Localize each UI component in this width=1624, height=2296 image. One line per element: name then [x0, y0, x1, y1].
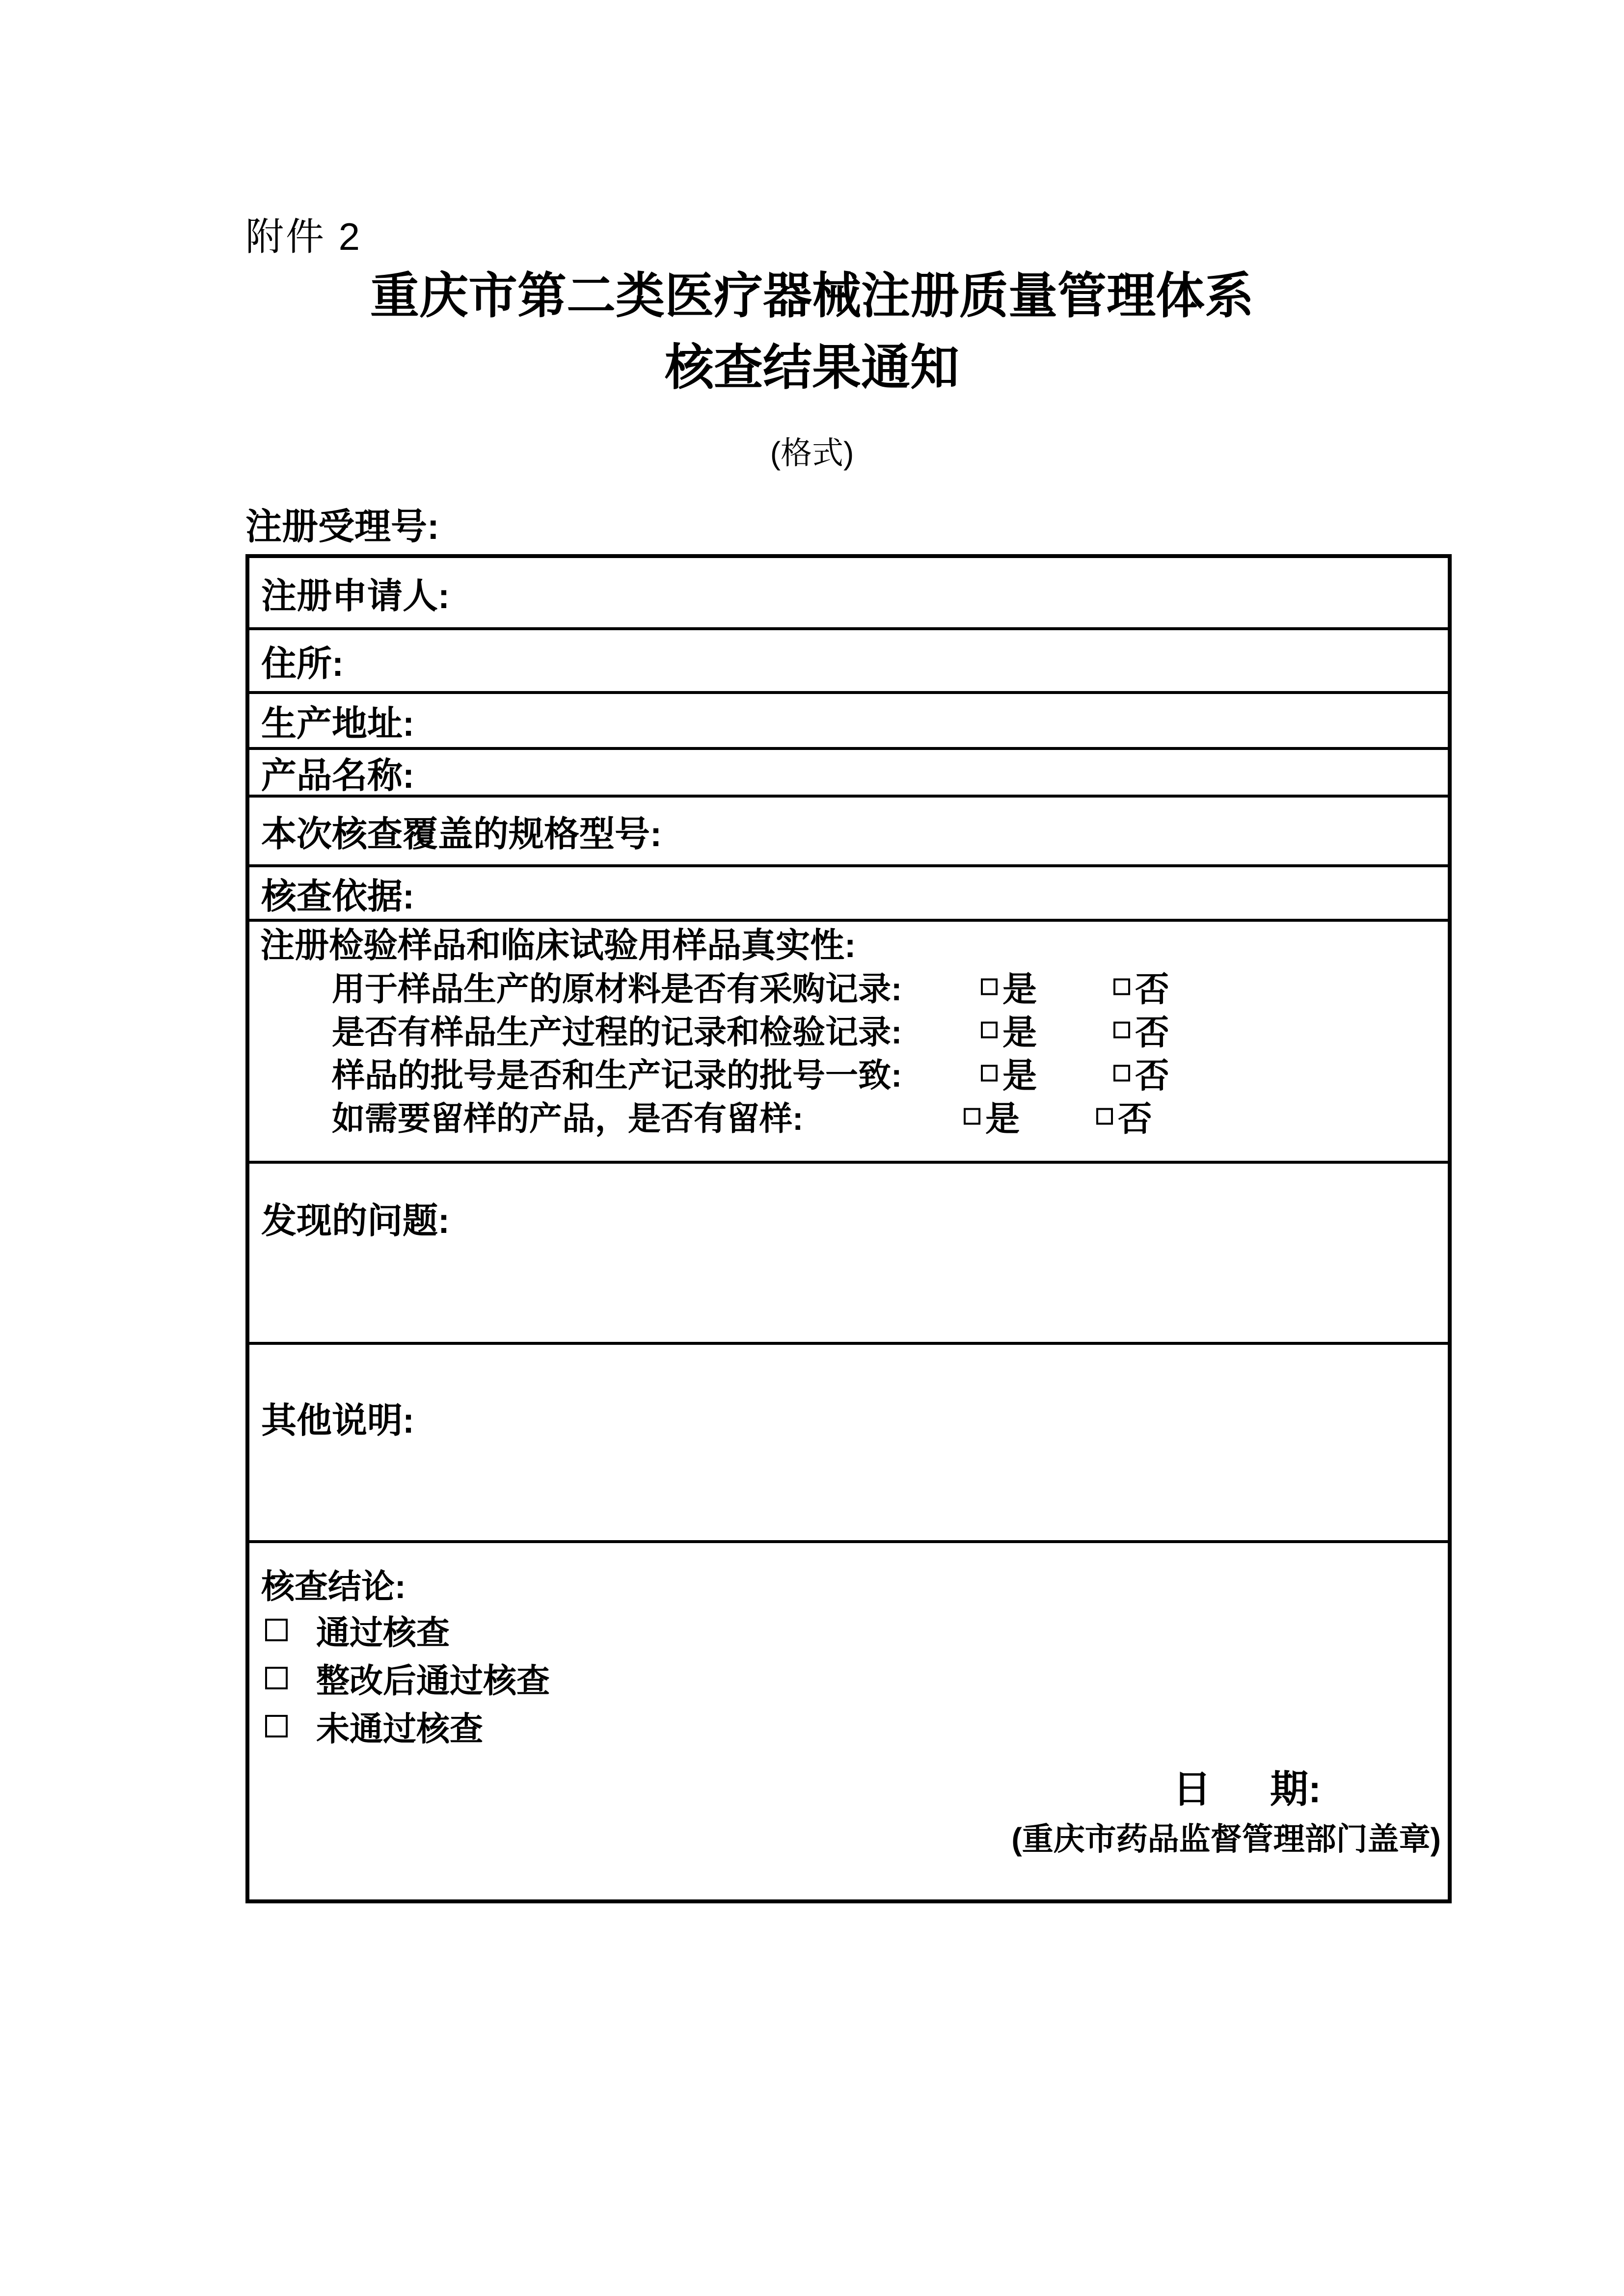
table-row-spec-models	[249, 798, 1448, 867]
table-row-production-address	[249, 694, 1448, 750]
conclusion-option-pass	[249, 1606, 1448, 1654]
conclusion-heading: 核查结论:	[261, 1568, 406, 1605]
no-label: 否	[1135, 1056, 1169, 1095]
question-text: 是否有样品生产过程的记录和检验记录:	[332, 1014, 902, 1051]
table-row-product-name	[249, 750, 1448, 798]
yes-checkbox[interactable]	[964, 1108, 980, 1124]
date-label-day: 日	[1173, 1767, 1212, 1811]
option-label: 通过核查	[316, 1614, 450, 1652]
yes-checkbox[interactable]	[981, 1021, 998, 1038]
no-label: 否	[1118, 1099, 1152, 1138]
table-row-verification-basis	[249, 867, 1448, 922]
yes-label: 是	[1002, 1013, 1037, 1052]
yes-label: 是	[985, 1099, 1020, 1138]
acceptance-number-label: 注册受理号:	[245, 506, 439, 547]
no-choice	[1113, 1005, 1169, 1055]
table-row-other-notes	[249, 1345, 1448, 1543]
yes-checkbox[interactable]	[981, 1065, 998, 1081]
no-label: 否	[1135, 970, 1169, 1009]
option-checkbox[interactable]	[265, 1619, 288, 1641]
format-note: (格式)	[770, 435, 854, 471]
question-text: 样品的批号是否和生产记录的批号一致:	[332, 1057, 902, 1094]
table-row-problems-found	[249, 1164, 1448, 1345]
option-label: 整改后通过核查	[316, 1662, 550, 1700]
option-checkbox[interactable]	[265, 1715, 288, 1737]
yes-label: 是	[1002, 970, 1037, 1009]
table-row-applicant	[249, 558, 1448, 630]
yes-checkbox[interactable]	[981, 978, 998, 995]
yes-choice	[981, 962, 1037, 1012]
table-row-conclusion	[249, 1543, 1448, 1899]
no-choice	[1113, 1048, 1169, 1098]
row-label: 本次核查覆盖的规格型号:	[261, 815, 662, 854]
other-notes-label: 其他说明:	[261, 1401, 414, 1441]
document-title-line2: 核查结果通知	[665, 340, 959, 395]
row-label: 生产地址:	[261, 704, 414, 744]
yes-choice	[964, 1092, 1020, 1141]
problems-label: 发现的问题:	[261, 1201, 450, 1241]
row-label: 注册申请人:	[261, 576, 450, 616]
option-checkbox[interactable]	[265, 1667, 288, 1689]
authenticity-heading: 注册检验样品和临床试验用样品真实性:	[260, 926, 856, 964]
no-checkbox[interactable]	[1113, 1021, 1130, 1038]
no-checkbox[interactable]	[1113, 1065, 1130, 1081]
attachment-label: 附件 2	[245, 215, 362, 258]
seal-note: (重庆市药品监督管理部门盖章)	[1011, 1821, 1441, 1857]
table-row-residence	[249, 630, 1448, 694]
no-checkbox[interactable]	[1113, 978, 1130, 995]
no-choice	[1096, 1092, 1152, 1141]
authenticity-question-row-2	[249, 1008, 1448, 1051]
date-label-rest: 期:	[1270, 1767, 1321, 1811]
option-label: 未通过核查	[316, 1710, 484, 1748]
form-table	[245, 554, 1452, 1903]
row-label: 住所:	[261, 644, 344, 684]
no-label: 否	[1135, 1013, 1169, 1052]
authenticity-question-row-3	[249, 1051, 1448, 1095]
authenticity-question-row-1	[249, 965, 1448, 1008]
row-label: 核查依据:	[261, 877, 414, 916]
no-checkbox[interactable]	[1096, 1108, 1113, 1124]
question-text: 如需要留样的产品，是否有留样:	[332, 1100, 804, 1137]
document-title-line1: 重庆市第二类医疗器械注册质量管理体系	[370, 268, 1254, 323]
yes-choice	[981, 1005, 1037, 1055]
question-text: 用于样品生产的原材料是否有采购记录:	[332, 971, 902, 1008]
table-row-sample-authenticity	[249, 922, 1448, 1164]
row-label: 产品名称:	[261, 756, 414, 796]
yes-choice	[981, 1048, 1037, 1098]
date-label	[1173, 1759, 1321, 1814]
conclusion-option-pass-after-rectification	[249, 1654, 1448, 1702]
conclusion-option-fail	[249, 1702, 1448, 1750]
authenticity-question-row-4	[249, 1095, 1448, 1138]
yes-label: 是	[1002, 1056, 1037, 1095]
no-choice	[1113, 962, 1169, 1012]
